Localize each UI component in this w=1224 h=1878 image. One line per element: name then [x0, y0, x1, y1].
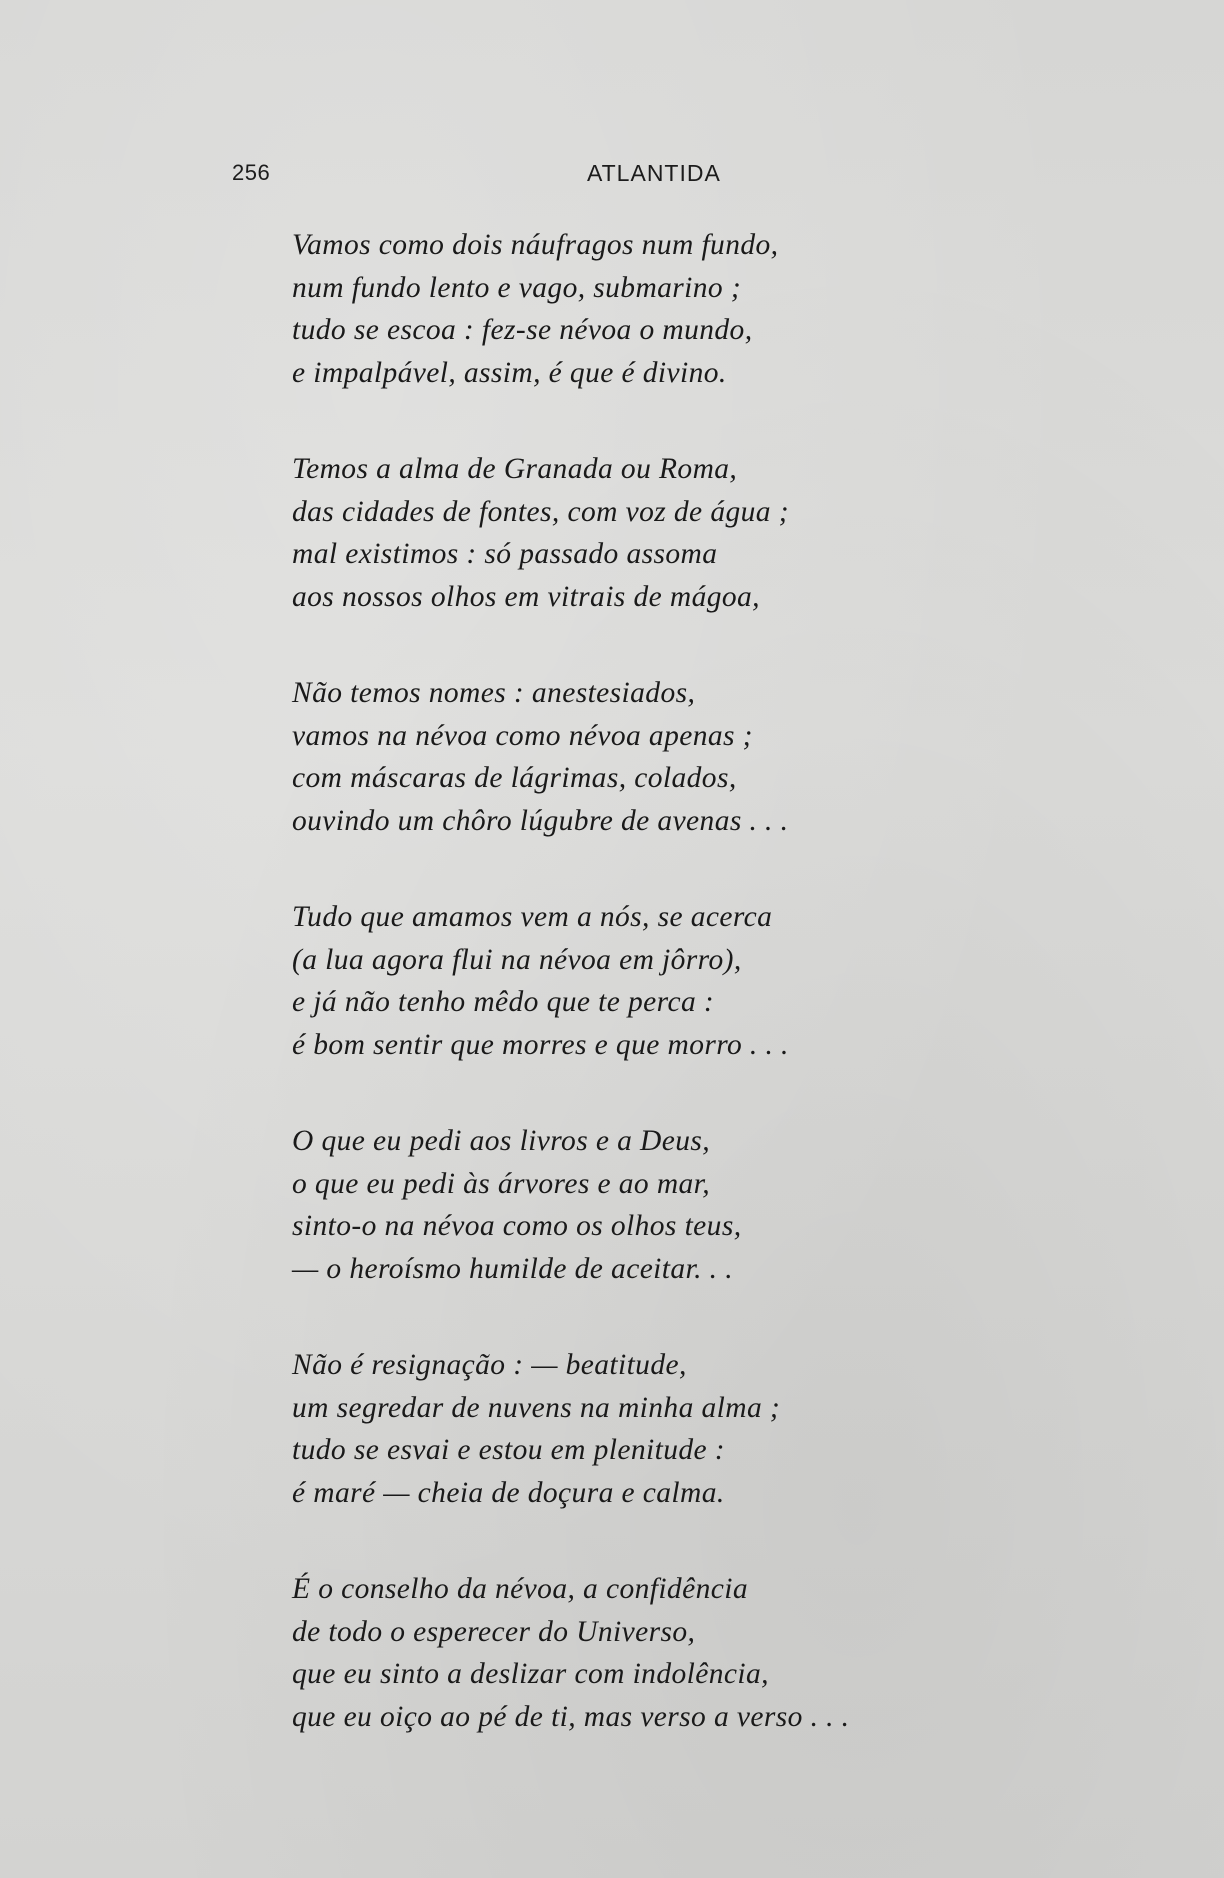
poem-line: — o heroísmo humilde de aceitar. . . [292, 1252, 734, 1285]
poem-line: é bom sentir que morres e que morro . . . [292, 1028, 789, 1061]
poem-line: Tudo que amamos vem a nós, se acerca [292, 901, 773, 933]
poem-line: sinto-o na névoa como os olhos teus, [292, 1210, 742, 1242]
running-title: ATLANTIDA [587, 160, 721, 186]
stanza-7 [292, 1568, 1012, 1738]
poem-line: ouvindo um chôro lúgubre de avenas . . . [292, 804, 789, 837]
stanza-2 [292, 448, 1012, 618]
poem-line: com máscaras de lágrimas, colados, [292, 762, 737, 794]
poem-line: e já não tenho mêdo que te perca : [292, 986, 715, 1018]
poem-line: aos nossos olhos em vitrais de mágoa, [292, 580, 760, 613]
poem [292, 224, 1012, 1792]
poem-line: de todo o esperecer do Universo, [292, 1615, 696, 1648]
poem-line: tudo se escoa : fez-se névoa o mundo, [292, 314, 753, 346]
poem-line: Temos a alma de Granada ou Roma, [292, 453, 738, 485]
poem-line: Não é resignação : — beatitude, [292, 1349, 687, 1381]
poem-line: tudo se esvai e estou em plenitude : [292, 1434, 726, 1466]
poem-line: e impalpável, assim, é que é divino. [292, 356, 727, 389]
poem-line: que eu oiço ao pé de ti, mas verso a verso . . . [292, 1700, 850, 1733]
poem-line: um segredar de nuvens na minha alma ; [292, 1391, 781, 1424]
poem-line: é maré — cheia de doçura e calma. [292, 1476, 725, 1509]
poem-line: num fundo lento e vago, submarino ; [292, 271, 742, 304]
stanza-1 [292, 224, 1012, 394]
stanza-6 [292, 1344, 1012, 1514]
stanza-4 [292, 896, 1012, 1066]
poem-line: É o conselho da névoa, a confidência [292, 1573, 748, 1605]
poem-line: O que eu pedi aos livros e a Deus, [292, 1125, 711, 1157]
poem-line: que eu sinto a deslizar com indolência, [292, 1658, 769, 1690]
page-header [0, 160, 1224, 190]
poem-line: (a lua agora flui na névoa em jôrro), [292, 943, 742, 976]
poem-line: das cidades de fontes, com voz de água ; [292, 495, 789, 528]
stanza-3 [292, 672, 1012, 842]
page-number: 256 [232, 160, 271, 185]
poem-line: Vamos como dois náufragos num fundo, [292, 229, 779, 261]
poem-line: mal existimos : só passado assoma [292, 538, 718, 570]
poem-line: o que eu pedi às árvores e ao mar, [292, 1167, 711, 1200]
stanza-5 [292, 1120, 1012, 1290]
poem-line: vamos na névoa como névoa apenas ; [292, 719, 753, 752]
poem-line: Não temos nomes : anestesiados, [292, 677, 696, 709]
